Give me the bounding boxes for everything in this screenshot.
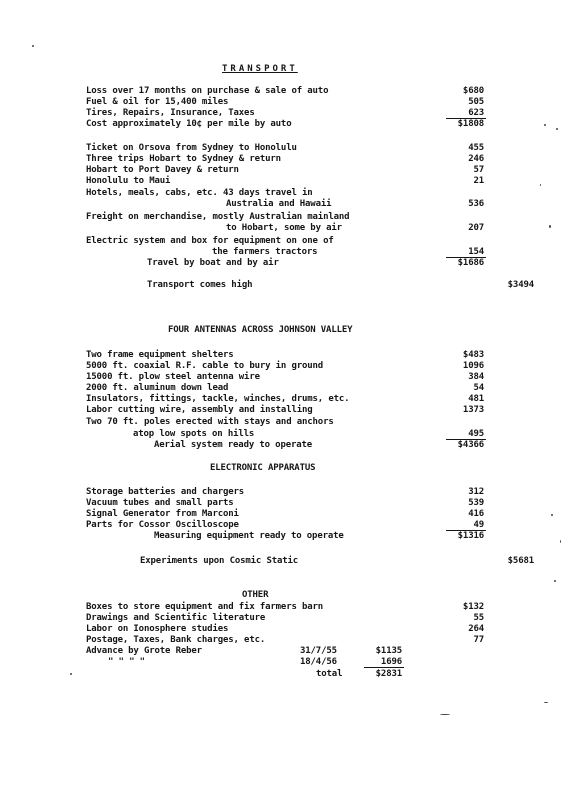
scan-speck <box>70 673 72 675</box>
line-amount: 54 <box>473 383 484 393</box>
line-amount: 539 <box>468 498 484 508</box>
line-item: Two frame equipment shelters <box>86 350 234 360</box>
line-amount: 264 <box>468 624 484 634</box>
line-item: Aerial system ready to operate <box>154 440 313 450</box>
scan-speck <box>544 702 548 703</box>
section-summary-label: Experiments upon Cosmic Static <box>140 556 299 566</box>
line-amount: 312 <box>468 487 484 497</box>
subtotal-amount: $1686 <box>457 258 484 268</box>
advance-date: 31/7/55 <box>300 646 337 656</box>
line-item: Loss over 17 months on purchase & sale of auto <box>86 86 329 96</box>
line-item: 2000 ft. aluminum down lead <box>86 383 229 393</box>
line-item: Cost approximately 10¢ per mile by auto <box>86 119 292 129</box>
line-item: 15000 ft. plow steel antenna wire <box>86 372 260 382</box>
line-amount: 1373 <box>462 405 484 415</box>
line-amount: 1096 <box>462 361 484 371</box>
line-item: Postage, Taxes, Bank charges, etc. <box>86 635 266 645</box>
scan-speck <box>549 225 551 228</box>
line-amount: 207 <box>468 223 484 233</box>
line-amount: 57 <box>473 165 484 175</box>
line-amount: 505 <box>468 97 484 107</box>
line-item: Storage batteries and chargers <box>86 487 245 497</box>
line-item: Freight on merchandise, mostly Australian mainland <box>86 212 350 222</box>
antennas-title: FOUR ANTENNAS ACROSS JOHNSON VALLEY <box>168 325 353 335</box>
line-item-continued: atop low spots on hills <box>133 429 255 439</box>
line-amount: 495 <box>468 429 484 439</box>
scan-speck <box>440 714 450 715</box>
advance-total-amount: $2831 <box>375 669 402 679</box>
electronic-title: ELECTRONIC APPARATUS <box>210 463 316 473</box>
line-amount: 21 <box>473 176 484 186</box>
ditto-marks: " " " " <box>108 657 145 667</box>
line-amount: $680 <box>462 86 484 96</box>
advance-label: Advance by Grote Reber <box>86 646 202 656</box>
line-item: Two 70 ft. poles erected with stays and anchors <box>86 417 334 427</box>
section-summary-amount: $5681 <box>507 556 534 566</box>
line-item: Parts for Cossor Oscilloscope <box>86 520 239 530</box>
line-amount: $483 <box>462 350 484 360</box>
advance-amount: 1696 <box>380 657 402 667</box>
line-item: Three trips Hobart to Sydney & return <box>86 154 281 164</box>
line-item: Travel by boat and by air <box>147 258 279 268</box>
subtotal-amount: $1808 <box>457 119 484 129</box>
line-item: Signal Generator from Marconi <box>86 509 239 519</box>
line-item-continued: the farmers tractors <box>212 247 318 257</box>
scan-speck <box>32 45 34 47</box>
subtotal-rule <box>364 667 404 668</box>
section-summary-label: Transport comes high <box>147 280 253 290</box>
line-item-continued: Australia and Hawaii <box>226 199 332 209</box>
line-item: Hotels, meals, cabs, etc. 43 days travel in <box>86 188 313 198</box>
line-item: Electric system and box for equipment on one of <box>86 236 334 246</box>
subtotal-amount: $1316 <box>457 531 484 541</box>
other-title: OTHER <box>242 590 269 600</box>
line-item: Insulators, fittings, tackle, winches, drums, etc. <box>86 394 350 404</box>
line-item: Labor on Ionosphere studies <box>86 624 229 634</box>
line-amount: $132 <box>462 602 484 612</box>
section-summary-amount: $3494 <box>507 280 534 290</box>
scan-speck <box>560 540 561 543</box>
line-item: Labor cutting wire, assembly and installing <box>86 405 313 415</box>
subtotal-amount: $4366 <box>457 440 484 450</box>
line-item-continued: to Hobart, some by air <box>226 223 342 233</box>
scan-speck <box>554 580 556 582</box>
scan-speck <box>540 184 541 186</box>
line-amount: 77 <box>473 635 484 645</box>
line-amount: 623 <box>468 108 484 118</box>
advance-total-label: total <box>316 669 343 679</box>
line-item: Measuring equipment ready to operate <box>154 531 344 541</box>
scan-speck <box>544 124 546 126</box>
line-amount: 455 <box>468 143 484 153</box>
line-amount: 481 <box>468 394 484 404</box>
line-item: Hobart to Port Davey & return <box>86 165 239 175</box>
line-item: Ticket on Orsova from Sydney to Honolulu <box>86 143 297 153</box>
line-amount: 55 <box>473 613 484 623</box>
advance-date: 18/4/56 <box>300 657 337 667</box>
line-item: Vacuum tubes and small parts <box>86 498 234 508</box>
line-amount: 536 <box>468 199 484 209</box>
line-item: Boxes to store equipment and fix farmers barn <box>86 602 324 612</box>
line-item: Fuel & oil for 15,400 miles <box>86 97 229 107</box>
line-amount: 154 <box>468 247 484 257</box>
line-amount: 246 <box>468 154 484 164</box>
scan-speck <box>556 128 558 130</box>
line-amount: 384 <box>468 372 484 382</box>
line-item: Honolulu to Maui <box>86 176 171 186</box>
line-amount: 49 <box>473 520 484 530</box>
line-item: Drawings and Scientific literature <box>86 613 266 623</box>
line-item: 5000 ft. coaxial R.F. cable to bury in ground <box>86 361 324 371</box>
scan-speck <box>551 514 553 516</box>
transport-title: TRANSPORT <box>222 64 298 74</box>
line-amount: 416 <box>468 509 484 519</box>
line-item: Tires, Repairs, Insurance, Taxes <box>86 108 255 118</box>
advance-amount: $1135 <box>375 646 402 656</box>
